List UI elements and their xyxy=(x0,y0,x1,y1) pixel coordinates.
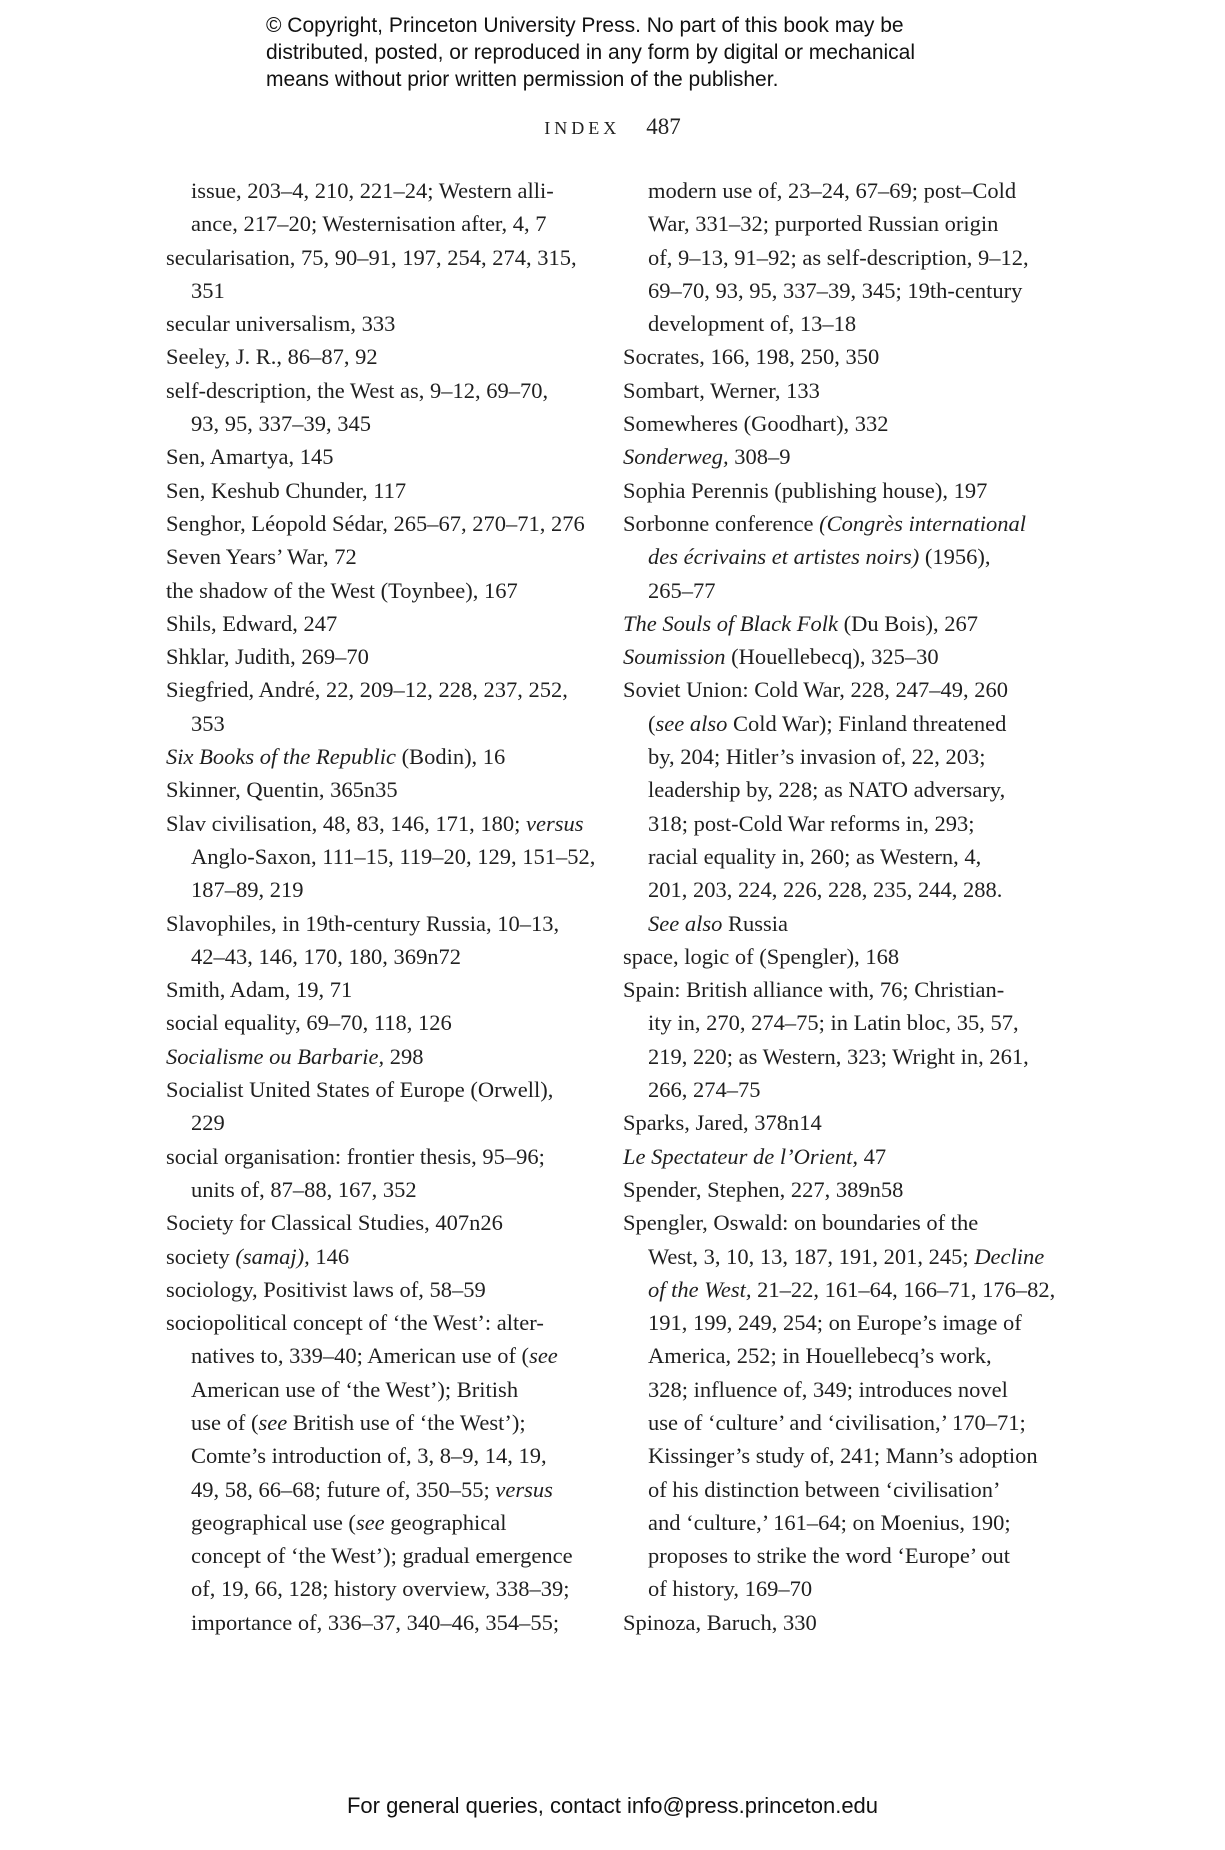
index-entry-continuation xyxy=(623,707,1053,740)
italic-text: Socialisme ou Barbarie, xyxy=(166,1043,385,1069)
entry-text: ance, 217–20; Westernisation after, 4, 7 xyxy=(191,211,547,237)
entry-text: Somewheres (Goodhart), 332 xyxy=(623,411,889,437)
entry-text: 328; influence of, 349; introduces novel xyxy=(648,1376,1008,1402)
index-entry-continuation xyxy=(623,807,1053,840)
entry-text: (Du Bois), 267 xyxy=(837,610,978,636)
italic-text: Six Books of the Republic xyxy=(166,744,396,770)
entry-text: Shklar, Judith, 269–70 xyxy=(166,644,369,670)
index-entry xyxy=(623,474,1053,507)
entry-text: Slav civilisation, 48, 83, 146, 171, 180; xyxy=(166,810,526,836)
entry-text: secularisation, 75, 90–91, 197, 254, 274, 315, xyxy=(166,244,577,270)
index-entry xyxy=(623,973,1053,1006)
entry-text: geographical use ( xyxy=(191,1509,356,1535)
index-entry xyxy=(166,241,596,274)
entry-text: concept of ‘the West’); gradual emergence xyxy=(191,1543,573,1569)
entry-text: Sen, Keshub Chunder, 117 xyxy=(166,477,407,503)
index-entry-continuation xyxy=(623,773,1053,806)
index-entry-continuation xyxy=(623,1539,1053,1572)
index-entry xyxy=(623,374,1053,407)
index-entry xyxy=(166,307,596,340)
index-entry xyxy=(623,640,1053,673)
index-entry-continuation xyxy=(166,1539,596,1572)
index-entry-continuation xyxy=(166,1406,596,1439)
index-entry-continuation xyxy=(166,274,596,307)
index-column-left xyxy=(166,174,596,1639)
italic-text: versus xyxy=(526,810,584,836)
italic-text: (Congrès international xyxy=(819,510,1027,536)
index-entry-continuation xyxy=(166,407,596,440)
index-entry-continuation xyxy=(623,1406,1053,1439)
entry-text: Seven Years’ War, 72 xyxy=(166,544,357,570)
copyright-line: distributed, posted, or reproduced in any form by digital or mechanical xyxy=(266,41,916,64)
index-entry-continuation xyxy=(623,1506,1053,1539)
entry-text: self-description, the West as, 9–12, 69–70, xyxy=(166,377,549,403)
entry-text: use of ‘culture’ and ‘civilisation,’ 170–71; xyxy=(648,1409,1026,1435)
entry-text: Society for Classical Studies, 407n26 xyxy=(166,1210,503,1236)
italic-text: Decline xyxy=(974,1243,1045,1269)
entry-text: Comte’s introduction of, 3, 8–9, 14, 19, xyxy=(191,1443,547,1469)
entry-text: Anglo-Saxon, 111–15, 119–20, 129, 151–52, xyxy=(191,843,596,869)
entry-text: sociology, Positivist laws of, 58–59 xyxy=(166,1276,486,1302)
index-entry-continuation xyxy=(623,907,1053,940)
index-entry-continuation xyxy=(166,1572,596,1605)
entry-text: 93, 95, 337–39, 345 xyxy=(191,411,371,437)
index-entry-continuation xyxy=(623,873,1053,906)
footer-contact: For general queries, contact info@press.princeton.edu xyxy=(346,1793,879,1818)
index-entry-continuation xyxy=(166,174,596,207)
entry-text: 42–43, 146, 170, 180, 369n72 xyxy=(191,943,461,969)
entry-text: Smith, Adam, 19, 71 xyxy=(166,977,353,1003)
index-entry xyxy=(166,1240,596,1273)
entry-text: West, 3, 10, 13, 187, 191, 201, 245; xyxy=(648,1243,975,1269)
index-entry xyxy=(623,1140,1053,1173)
entry-text: 21–22, 161–64, 166–71, 176–82, xyxy=(751,1276,1056,1302)
index-entry-continuation xyxy=(623,241,1053,274)
entry-text: ity in, 270, 274–75; in Latin bloc, 35, 57, xyxy=(648,1010,1019,1036)
index-entry-continuation xyxy=(623,1339,1053,1372)
entry-text: Socialist United States of Europe (Orwell), xyxy=(166,1077,554,1103)
index-entry-continuation xyxy=(623,540,1053,573)
entry-text: of history, 169–70 xyxy=(648,1576,813,1602)
italic-text: see xyxy=(529,1343,558,1369)
italic-text: see xyxy=(258,1409,288,1435)
entry-text: Skinner, Quentin, 365n35 xyxy=(166,777,398,803)
entry-text: use of ( xyxy=(191,1409,259,1435)
index-entry-continuation xyxy=(623,1073,1053,1106)
entry-text: Sorbonne conference xyxy=(623,510,820,536)
index-entry-continuation xyxy=(623,1572,1053,1605)
entry-text: 69–70, 93, 95, 337–39, 345; 19th-century xyxy=(648,277,1023,303)
entry-text: of his distinction between ‘civilisation’ xyxy=(648,1476,1001,1502)
copyright-line: © Copyright, Princeton University Press. No part of this book may be xyxy=(266,14,904,37)
entry-text: modern use of, 23–24, 67–69; post–Cold xyxy=(648,178,1017,203)
index-column-right xyxy=(623,174,1056,1639)
index-entry xyxy=(166,740,596,773)
index-entry xyxy=(623,1606,1053,1639)
index-entry xyxy=(166,540,596,573)
section-title: INDEX xyxy=(544,118,621,138)
index-entry xyxy=(166,640,596,673)
italic-text: of the West, xyxy=(648,1276,752,1302)
entry-text: 146 xyxy=(309,1243,350,1269)
entry-text: leadership by, 228; as NATO adversary, xyxy=(648,777,1006,803)
entry-text: sociopolitical concept of ‘the West’: alter- xyxy=(166,1310,544,1336)
entry-text: Soviet Union: Cold War, 228, 247–49, 260 xyxy=(623,677,1008,703)
entry-text: 265–77 xyxy=(648,577,716,603)
entry-text: issue, 203–4, 210, 221–24; Western alli- xyxy=(191,178,554,203)
index-entry xyxy=(166,507,596,540)
entry-text: 298 xyxy=(384,1043,424,1069)
index-entry-continuation xyxy=(623,840,1053,873)
index-entry-continuation xyxy=(623,174,1053,207)
entry-text: Senghor, Léopold Sédar, 265–67, 270–71, 276 xyxy=(166,510,585,536)
index-entry xyxy=(166,1040,596,1073)
entry-text: Spinoza, Baruch, 330 xyxy=(623,1609,817,1635)
running-head xyxy=(0,114,1225,140)
index-entry xyxy=(623,407,1053,440)
index-entry-continuation xyxy=(623,1473,1053,1506)
entry-text: Slavophiles, in 19th-century Russia, 10–13, xyxy=(166,910,560,936)
index-entry xyxy=(623,340,1053,373)
entry-text: and ‘culture,’ 161–64; on Moenius, 190; xyxy=(648,1509,1011,1535)
entry-text: units of, 87–88, 167, 352 xyxy=(191,1176,417,1202)
index-entry-continuation xyxy=(166,1106,596,1139)
index-entry-continuation xyxy=(623,274,1053,307)
page-number: 487 xyxy=(646,114,681,139)
entry-text: 187–89, 219 xyxy=(191,877,304,903)
index-entry xyxy=(623,673,1053,706)
entry-text: Cold War); Finland threatened xyxy=(727,710,1007,736)
entry-text: American use of ‘the West’); British xyxy=(191,1376,519,1402)
entry-text: ( xyxy=(648,710,656,736)
index-entry-continuation xyxy=(166,707,596,740)
index-entry-continuation xyxy=(623,1040,1053,1073)
index-entry xyxy=(166,673,596,706)
italic-text: Le Spectateur de l’Orient, xyxy=(623,1143,858,1169)
italic-text: See also xyxy=(648,910,723,936)
entry-text: social equality, 69–70, 118, 126 xyxy=(166,1010,452,1036)
entry-text: space, logic of (Spengler), 168 xyxy=(623,943,900,969)
italic-text: see also xyxy=(655,710,728,736)
entry-text: 219, 220; as Western, 323; Wright in, 261, xyxy=(648,1043,1029,1069)
index-entry-continuation xyxy=(166,1173,596,1206)
entry-text: importance of, 336–37, 340–46, 354–55; xyxy=(191,1609,560,1635)
entry-text: (1956), xyxy=(919,544,991,570)
entry-text: proposes to strike the word ‘Europe’ out xyxy=(648,1543,1010,1569)
italic-text: The Souls of Black Folk xyxy=(623,610,838,636)
index-entry xyxy=(623,1206,1053,1239)
index-entry-continuation xyxy=(623,1306,1053,1339)
copyright-line: means without prior written permission of the publisher. xyxy=(266,68,779,91)
index-entry-continuation xyxy=(166,1339,596,1372)
entry-text: 201, 203, 224, 226, 228, 235, 244, 288. xyxy=(648,877,1003,903)
italic-text: versus xyxy=(495,1476,553,1502)
index-entry-continuation xyxy=(623,1373,1053,1406)
index-entry xyxy=(166,1306,596,1339)
index-entry xyxy=(623,1173,1053,1206)
entry-text: of, 9–13, 91–92; as self-description, 9–12, xyxy=(648,244,1029,270)
index-entry xyxy=(166,1206,596,1239)
entry-text: America, 252; in Houellebecq’s work, xyxy=(648,1343,992,1369)
index-entry xyxy=(166,773,596,806)
entry-text: the shadow of the West (Toynbee), 167 xyxy=(166,577,518,603)
index-entry xyxy=(166,973,596,1006)
entry-text: Siegfried, André, 22, 209–12, 228, 237, 252, xyxy=(166,677,568,703)
index-entry-continuation xyxy=(623,1439,1053,1472)
entry-text: 351 xyxy=(191,277,225,303)
entry-text: geographical xyxy=(384,1509,507,1535)
index-entry xyxy=(166,1273,596,1306)
entry-text: secular universalism, 333 xyxy=(166,311,396,337)
entry-text: 266, 274–75 xyxy=(648,1077,761,1103)
index-entry xyxy=(166,574,596,607)
entry-text: development of, 13–18 xyxy=(648,311,857,337)
entry-text: 47 xyxy=(857,1143,887,1169)
entry-text: society xyxy=(166,1243,236,1269)
entry-text: 308–9 xyxy=(728,444,791,470)
entry-text: Sparks, Jared, 378n14 xyxy=(623,1110,822,1136)
italic-text: (samaj), xyxy=(235,1243,310,1269)
index-entry xyxy=(166,907,596,940)
entry-text: Sombart, Werner, 133 xyxy=(623,377,820,403)
index-entry-continuation xyxy=(166,840,596,873)
index-entry xyxy=(623,440,1053,473)
entry-text: War, 331–32; purported Russian origin xyxy=(648,211,999,237)
entry-text: Socrates, 166, 198, 250, 350 xyxy=(623,344,880,370)
index-entry xyxy=(166,474,596,507)
index-entry xyxy=(166,440,596,473)
index-entry xyxy=(623,507,1053,540)
entry-text: (Houellebecq), 325–30 xyxy=(725,644,939,670)
entry-text: social organisation: frontier thesis, 95–96; xyxy=(166,1143,545,1169)
entry-text: 353 xyxy=(191,710,225,736)
entry-text: Spender, Stephen, 227, 389n58 xyxy=(623,1176,904,1202)
index-entry xyxy=(166,807,596,840)
index-entry xyxy=(623,940,1053,973)
entry-text: Russia xyxy=(722,910,788,936)
index-entry-continuation xyxy=(166,1439,596,1472)
entry-text: 318; post-Cold War reforms in, 293; xyxy=(648,810,975,836)
entry-text: Seeley, J. R., 86–87, 92 xyxy=(166,344,378,370)
index-entry-continuation xyxy=(166,1473,596,1506)
italic-text: des écrivains et artistes noirs) xyxy=(648,544,920,570)
entry-text: 191, 199, 249, 254; on Europe’s image of xyxy=(648,1310,1022,1336)
index-entry-continuation xyxy=(166,873,596,906)
entry-text: 49, 58, 66–68; future of, 350–55; xyxy=(191,1476,496,1502)
index-entry-continuation xyxy=(623,307,1053,340)
index-entry-continuation xyxy=(166,207,596,240)
entry-text: British use of ‘the West’); xyxy=(287,1409,526,1435)
index-entry-continuation xyxy=(166,940,596,973)
index-entry xyxy=(623,607,1053,640)
entry-text: Shils, Edward, 247 xyxy=(166,610,338,636)
index-entry xyxy=(166,607,596,640)
index-entry-continuation xyxy=(166,1373,596,1406)
entry-text: Sophia Perennis (publishing house), 197 xyxy=(623,477,988,503)
italic-text: Soumission xyxy=(623,644,726,670)
index-entry xyxy=(166,1006,596,1039)
index-entry-continuation xyxy=(623,740,1053,773)
index-entry xyxy=(623,1106,1053,1139)
entry-text: Sen, Amartya, 145 xyxy=(166,444,334,470)
entry-text: natives to, 339–40; American use of ( xyxy=(191,1343,530,1369)
entry-text: Spengler, Oswald: on boundaries of the xyxy=(623,1210,979,1236)
index-entry-continuation xyxy=(623,1240,1053,1273)
index-entry-continuation xyxy=(623,574,1053,607)
entry-text: Kissinger’s study of, 241; Mann’s adoption xyxy=(648,1443,1038,1469)
index-entry xyxy=(166,374,596,407)
index-entry-continuation xyxy=(623,207,1053,240)
entry-text: by, 204; Hitler’s invasion of, 22, 203; xyxy=(648,744,986,770)
entry-text: of, 19, 66, 128; history overview, 338–39; xyxy=(191,1576,570,1602)
index-entry xyxy=(166,1073,596,1106)
index-entry-continuation xyxy=(623,1006,1053,1039)
italic-text: Sonderweg, xyxy=(623,444,729,470)
index-entry-continuation xyxy=(166,1606,596,1639)
entry-text: Spain: British alliance with, 76; Christian- xyxy=(623,977,1005,1003)
entry-text: 229 xyxy=(191,1110,225,1136)
index-entry xyxy=(166,340,596,373)
index-entry xyxy=(166,1140,596,1173)
copyright-notice xyxy=(266,12,1026,93)
italic-text: see xyxy=(355,1509,385,1535)
index-entry-continuation xyxy=(166,1506,596,1539)
entry-text: racial equality in, 260; as Western, 4, xyxy=(648,843,982,869)
index-entry-continuation xyxy=(623,1273,1056,1306)
entry-text: (Bodin), 16 xyxy=(395,744,506,770)
